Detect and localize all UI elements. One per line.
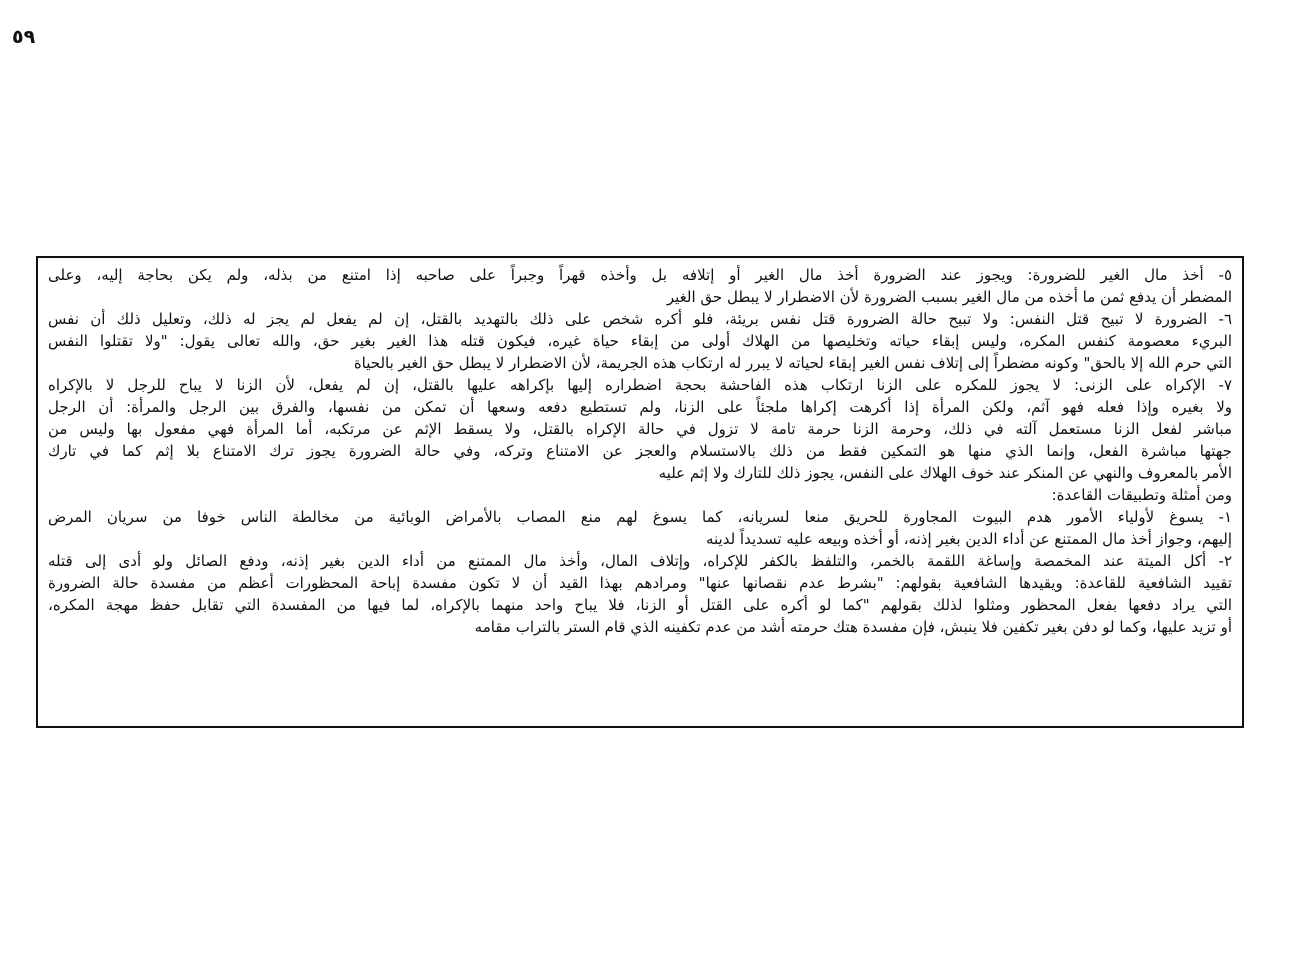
text-line: جهتها مباشرة الفعل، وإنما الذي منها هو التمكين فقط من ذلك بالاستسلام والعجز عن الامتناع وتركه، وفي حالة الضرورة يجوز ترك الامتناع بلا إثم كما في تارك: [48, 442, 1232, 460]
text-line: التي حرم الله إلا بالحق" وكونه مضطراً إلى إتلاف نفس الغير إبقاء لحياته لا يبرر له ارتكاب هذه الجريمة، لأن الاضطرار لا يبطل حق الغير بالحياة: [353, 354, 1232, 372]
text-line: ١- يسوغ لأولياء الأمور هدم البيوت المجاورة للحريق منعا لسريانه، كما يسوغ لهم منع المصاب بالأمراض الوبائية من مخالطة الناس خوفا من سريان المرض: [48, 508, 1232, 526]
text-box: [36, 256, 1244, 728]
text-line: ٢- أكل الميتة عند المخمصة وإساغة اللقمة بالخمر، والتلفظ بالكفر للإكراه، وإتلاف المال، وأخذ مال الممتنع من أداء الدين بغير إذنه، ودفع الصائل ولو أدى إلى قتله: [48, 552, 1232, 570]
text-line: إليهم، وجواز أخذ مال الممتنع عن أداء الدين بغير إذنه، أو أخذه وبيعه عليه تسديداً لدينه: [705, 530, 1232, 548]
text-line: الأمر بالمعروف والنهي عن المنكر عند خوف الهلاك على النفس، يجوز ذلك للتارك ولا إثم عليه: [658, 464, 1232, 482]
text-line: التي يراد دفعها بفعل المحظور ومثلوا لذلك بقولهم "كما لو أكره على القتل أو الزنا، فلا يباح واحد منهما بالإكراه، لما فيها من المفسدة التي تقابل حفظ مهجة المكره،: [48, 596, 1232, 614]
text-line: تقييد الشافعية للقاعدة: ويقيدها الشافعية بقولهم: "بشرط عدم نقصانها عنها" ومرادهم بهذا القيد أن لا تكون مفسدة إباحة المحظورات أعظم من مفسدة حالة الضرورة: [48, 574, 1232, 592]
text-line: المضطر أن يدفع ثمن ما أخذه من مال الغير بسبب الضرورة لأن الاضطرار لا يبطل حق الغير: [666, 288, 1232, 306]
text-line: ٥- أخذ مال الغير للضرورة: ويجوز عند الضرورة أخذ مال الغير أو إتلافه بل وأخذه قهراً وجبراً على صاحبه إذا امتنع من بذله، ولم يكن بحاجة إليه، وعلى: [48, 266, 1232, 284]
text-line: ٦- الضرورة لا تبيح قتل النفس: ولا تبيح حالة الضرورة قتل نفس بريئة، فلو أكره شخص على ذلك بالتهديد بالقتل، إن لم يفعل لم يجز له ذلك، وتعليل ذلك أن نفس: [48, 310, 1232, 328]
text-line: ولا بغيره وإذا فعله فهو آثم، ولكن المرأة إذا أكرهت إكراها ملجئاً على الزنا، ولم تستطيع دفعه وسعها أن تمكن من نفسها، والفرق بين الرجل والمرأة: أن الرجل: [48, 398, 1232, 416]
text-line: البريء معصومة كنفس المكره، وليس إبقاء حياته وتخليصها من الهلاك أولى من إبقاء حياة غيره، فيكون قتله هذا الغير بغير حق، والله تعالى يقول: "ولا تقتلوا النفس: [48, 332, 1232, 350]
text-line: ومن أمثلة وتطبيقات القاعدة:: [1051, 486, 1232, 504]
text-line: مباشر لفعل الزنا مستعمل آلته في ذلك، وحرمة الزنا حرمة تامة لا تزول في حالة الإكراه بالقتل، ولا يسقط الإثم عن مرتكبه، أما المرأة فهي مفعول بها وليس من: [48, 420, 1232, 438]
page-number: ٥٩: [12, 26, 36, 48]
text-line: ٧- الإكراه على الزنى: لا يجوز للمكره على الزنا ارتكاب هذه الفاحشة بحجة اضطراره إليها بإكراهه عليها بالقتل، إن لم يفعل، لأن الزنا لا يباح للرجل لا بالإكراه: [48, 376, 1232, 394]
text-line: أو تزيد عليها، وكما لو دفن بغير تكفين فلا ينبش، فإن مفسدة هتك حرمته أشد من عدم تكفينه الذي قام الستر بالتراب مقامه: [474, 618, 1232, 636]
